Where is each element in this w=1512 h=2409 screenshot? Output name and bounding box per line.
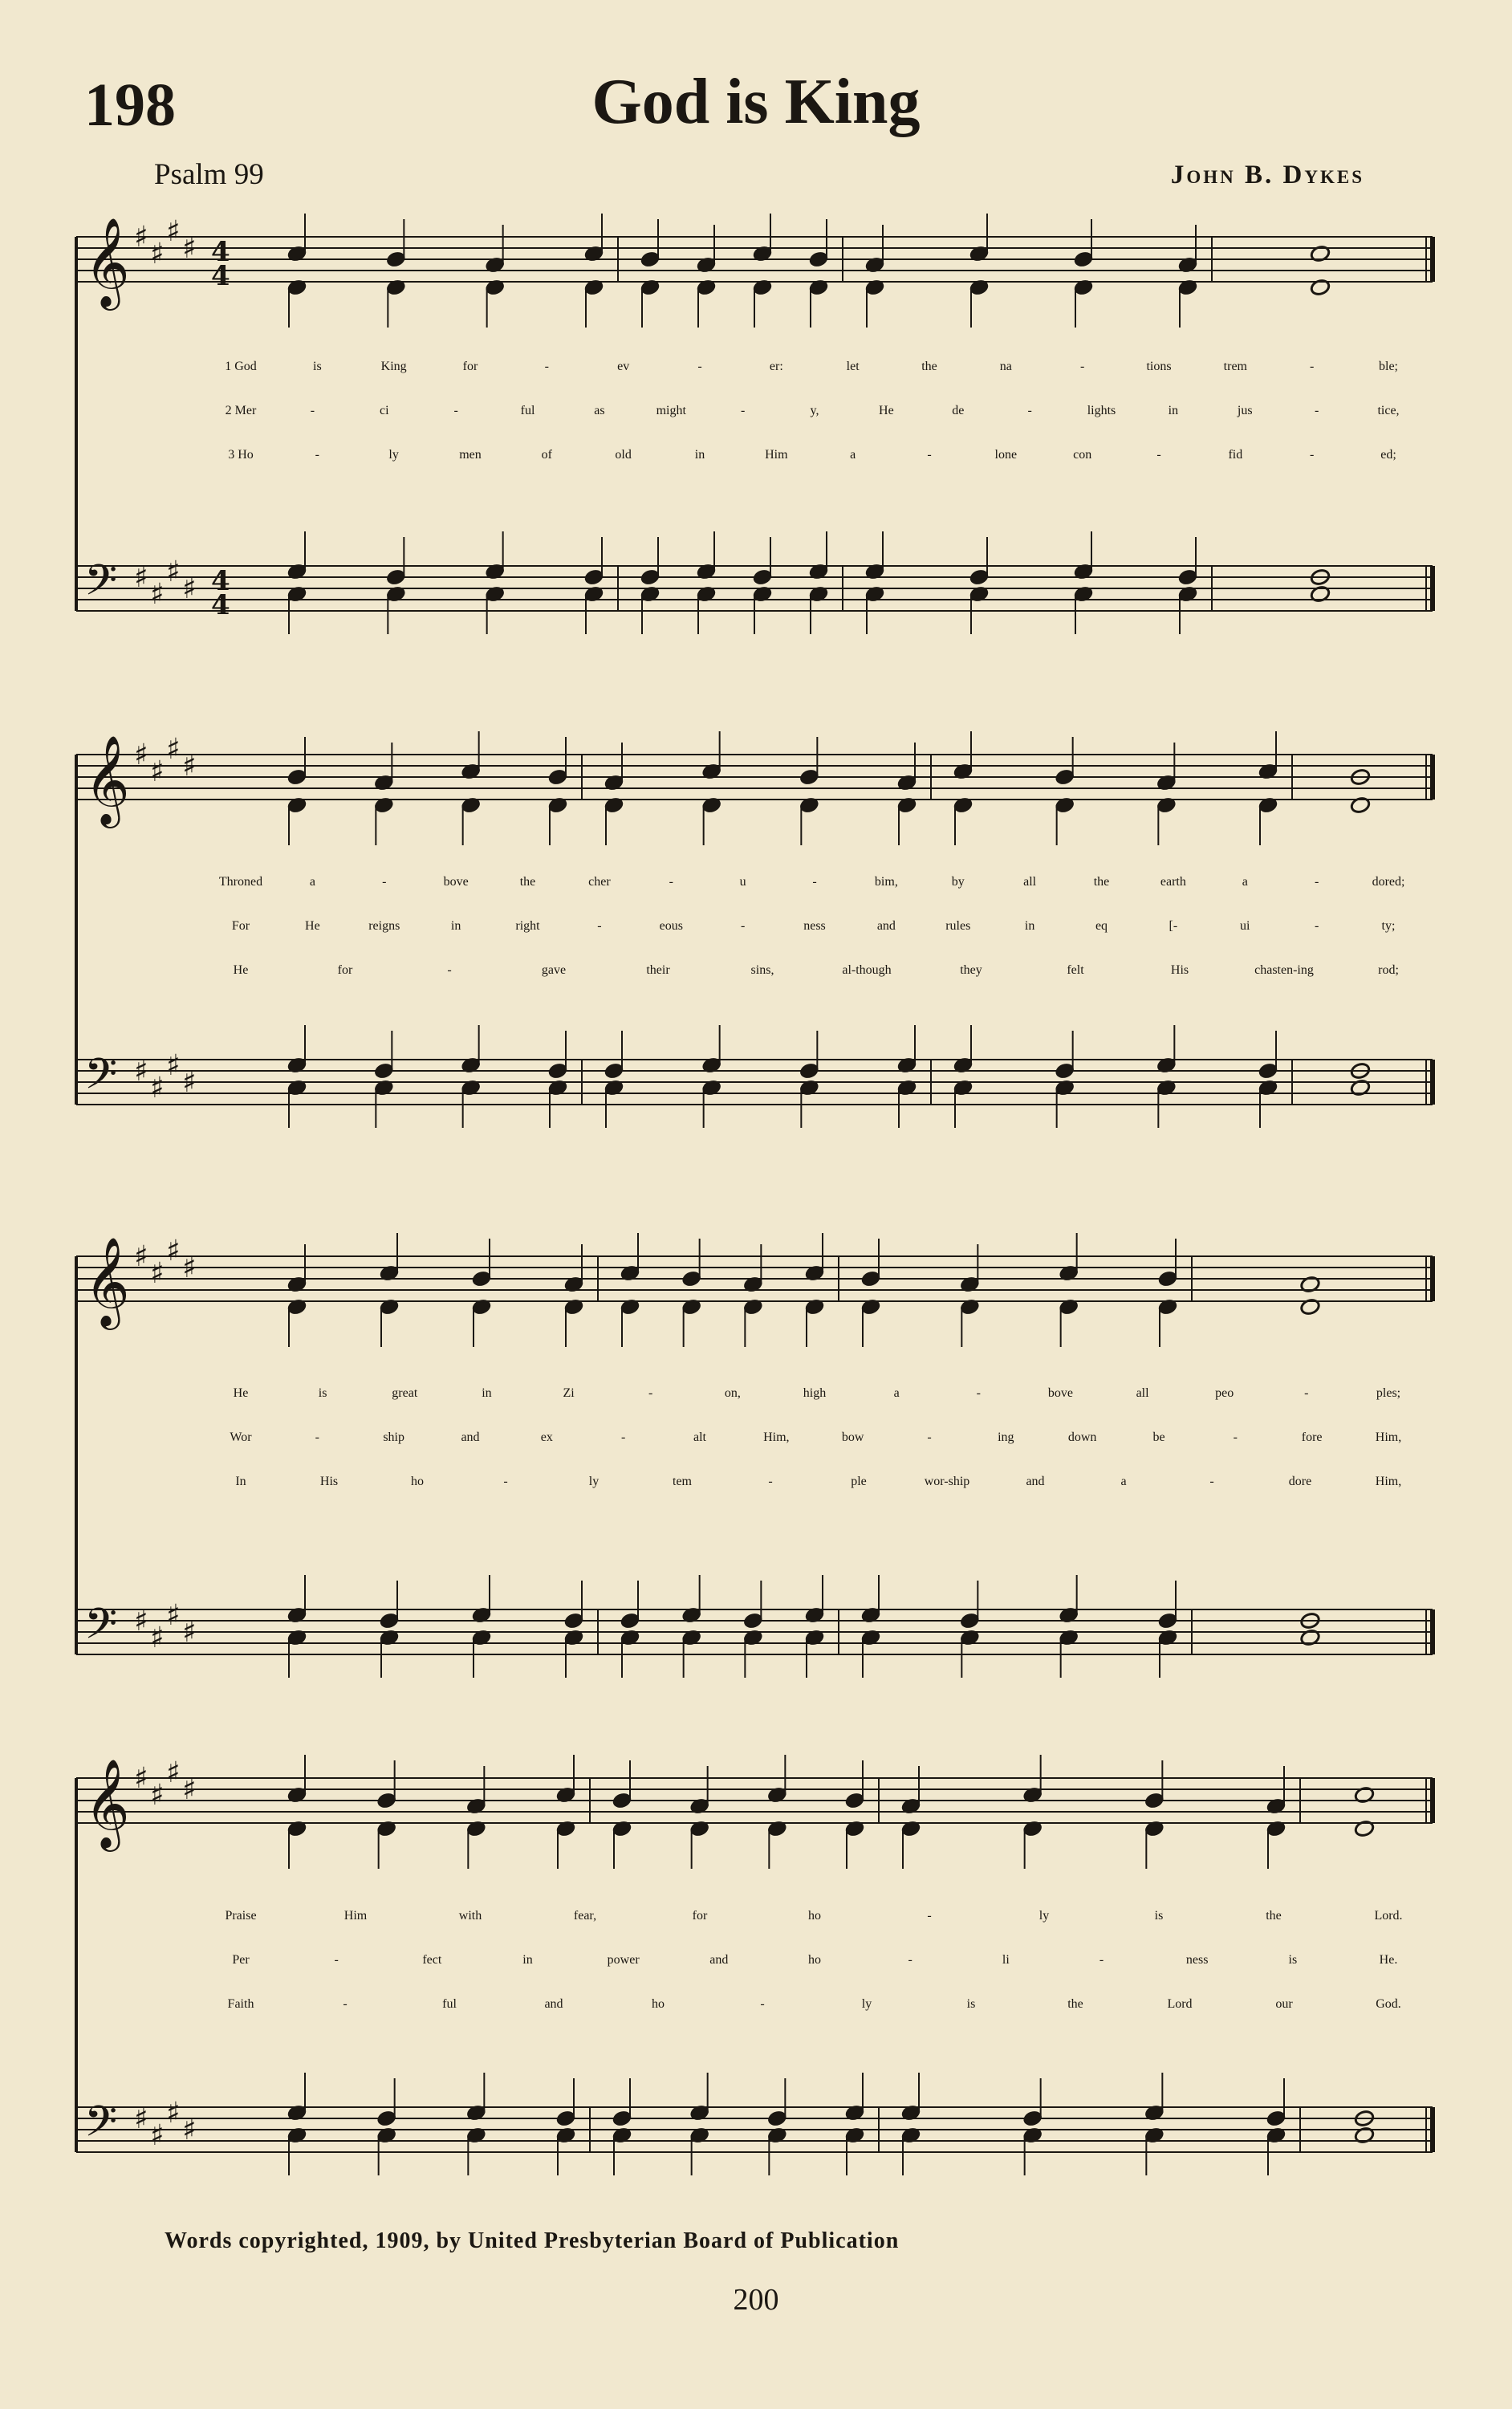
lyric-syllable: 2 Mer [225, 404, 257, 417]
lyric-syllable: ly [588, 1475, 600, 1488]
lyric-syllable: - [927, 448, 932, 462]
lyric-syllable: Wor [230, 1430, 252, 1444]
lyric-syllable: - [1314, 875, 1319, 889]
lyric-line [0, 1475, 1512, 1518]
lyric-line [0, 1953, 1512, 1996]
lyric-syllable: fear, [573, 1909, 597, 1923]
copyright-notice: Words copyrighted, 1909, by United Presbyterian Board of Publication [165, 2228, 900, 2253]
lyric-syllable: is [312, 360, 322, 373]
lyric-syllable: fect [422, 1953, 442, 1967]
lyric-syllable: trem [1223, 360, 1247, 373]
composer-credit: John B. Dykes [1170, 161, 1364, 189]
lyric-syllable: tions [1146, 360, 1172, 373]
lyric-syllable: Him, [1375, 1475, 1402, 1488]
lyric-syllable: ship [383, 1430, 404, 1444]
sharp-icon: ♯ [150, 1072, 165, 1105]
lyric-syllable: of [541, 448, 552, 462]
lyric-line [0, 404, 1512, 447]
lyric-syllable: let [846, 360, 860, 373]
lyric-syllable: - [760, 1997, 765, 2011]
lyric-syllable: felt [1067, 963, 1084, 977]
bass-staff [76, 1599, 1433, 1659]
sharp-icon: ♯ [166, 733, 181, 766]
time-signature [211, 565, 230, 621]
lyric-syllable: all [1023, 875, 1037, 889]
lyric-syllable: a [1242, 875, 1248, 889]
sharp-icon: ♯ [150, 2119, 165, 2152]
lyric-syllable: ty; [1381, 919, 1396, 933]
lyric-syllable: alt [693, 1430, 706, 1444]
lyric-syllable: y, [810, 404, 819, 417]
svg-text:4: 4 [211, 260, 230, 292]
lyric-syllable: ex [540, 1430, 553, 1444]
lyric-syllable: - [503, 1475, 508, 1488]
treble-staff [76, 733, 1433, 828]
sharp-icon: ♯ [182, 2114, 197, 2147]
lyric-syllable: in [1168, 404, 1179, 417]
bass-clef-icon: 𝄢 [84, 1050, 118, 1109]
lyric-syllable: al-though [842, 963, 892, 977]
lyric-syllable: reigns [368, 919, 400, 933]
lyric-syllable: fore [1301, 1430, 1323, 1444]
lyric-line [0, 1430, 1512, 1474]
lyric-syllable: in [450, 919, 461, 933]
sharp-icon: ♯ [150, 578, 165, 611]
lyric-syllable: - [1079, 360, 1085, 373]
lyric-syllable: with [458, 1909, 482, 1923]
lyric-syllable: in [482, 1386, 492, 1400]
lyric-syllable: na [999, 360, 1012, 373]
lyric-syllable: ble; [1379, 360, 1398, 373]
lyric-syllable: ly [861, 1997, 872, 2011]
lyric-syllable: - [1309, 448, 1315, 462]
sharp-icon: ♯ [182, 1251, 197, 1284]
lyric-syllable: might [656, 404, 686, 417]
lyric-syllable: ness [1185, 1953, 1209, 1967]
sharp-icon: ♯ [182, 1066, 197, 1099]
sharp-icon: ♯ [166, 1235, 181, 1268]
lyric-syllable: ful [442, 1997, 457, 2011]
lyric-syllable: rules [945, 919, 971, 933]
lyric-syllable: gave [541, 963, 567, 977]
lyric-syllable: God. [1376, 1997, 1401, 2011]
lyric-syllable: er: [769, 360, 783, 373]
lyric-syllable: He [233, 963, 249, 977]
lyric-syllable: ho [808, 1953, 821, 1967]
lyric-syllable: a [1120, 1475, 1127, 1488]
lyric-syllable: and [461, 1430, 480, 1444]
lyric-syllable: in [1024, 919, 1035, 933]
lyric-syllable: - [812, 875, 817, 889]
lyric-syllable: lone [994, 448, 1018, 462]
lyric-syllable: li [1002, 1953, 1010, 1967]
lyric-syllable: fid [1228, 448, 1243, 462]
sharp-icon: ♯ [134, 561, 148, 594]
lyric-syllable: - [976, 1386, 981, 1400]
lyric-syllable: be [1152, 1430, 1165, 1444]
lyric-syllable: For [231, 919, 250, 933]
lyric-syllable: wor-ship [924, 1475, 970, 1488]
lyric-syllable: - [453, 404, 458, 417]
lyric-syllable: - [315, 448, 319, 462]
sharp-icon: ♯ [150, 238, 165, 271]
bass-clef-icon: 𝄢 [84, 1600, 118, 1659]
lyric-syllable: Zi [563, 1386, 575, 1400]
sharp-icon: ♯ [182, 1616, 197, 1649]
treble-clef-icon: 𝄞 [84, 1236, 130, 1326]
sharp-icon: ♯ [182, 232, 197, 265]
lyric-syllable: - [1209, 1475, 1214, 1488]
sharp-icon: ♯ [150, 755, 165, 788]
sharp-icon: ♯ [134, 1240, 148, 1273]
lyric-syllable: high [803, 1386, 827, 1400]
lyric-syllable: - [1027, 404, 1032, 417]
sharp-icon: ♯ [134, 1605, 148, 1638]
lyric-syllable: ho [411, 1475, 424, 1488]
lyric-syllable: ci [379, 404, 389, 417]
lyric-syllable: rod; [1378, 963, 1399, 977]
lyric-syllable: - [1304, 1386, 1309, 1400]
svg-text:4: 4 [211, 565, 230, 597]
lyric-syllable: Him, [763, 1430, 790, 1444]
sharp-icon: ♯ [166, 2097, 181, 2130]
lyric-line [0, 1386, 1512, 1430]
sharp-icon: ♯ [134, 1055, 148, 1088]
sharp-icon: ♯ [166, 215, 181, 248]
lyric-syllable: - [768, 1475, 773, 1488]
lyric-syllable: - [697, 360, 702, 373]
lyric-syllable: - [1314, 404, 1319, 417]
lyric-syllable: ev [617, 360, 630, 373]
lyric-syllable: the [1093, 875, 1110, 889]
lyric-syllable: is [1288, 1953, 1298, 1967]
lyric-syllable: He [879, 404, 894, 417]
lyric-syllable: and [876, 919, 896, 933]
bass-staff [76, 2097, 1433, 2157]
lyric-syllable: - [648, 1386, 653, 1400]
lyric-syllable: [- [1169, 919, 1178, 933]
lyric-syllable: Him [343, 1909, 368, 1923]
lyric-line [0, 1997, 1512, 2041]
lyric-syllable: - [544, 360, 549, 373]
lyric-syllable: for [692, 1909, 708, 1923]
lyric-syllable: the [1067, 1997, 1083, 2011]
lyric-syllable: - [1099, 1953, 1104, 1967]
lyric-syllable: - [908, 1953, 912, 1967]
lyric-syllable: and [1026, 1475, 1045, 1488]
lyric-syllable: - [334, 1953, 339, 1967]
lyric-syllable: peo [1215, 1386, 1234, 1400]
lyric-syllable: bove [443, 875, 469, 889]
lyric-syllable: chasten-ing [1254, 963, 1314, 977]
lyric-syllable: ly [1038, 1909, 1050, 1923]
lyric-line [0, 1909, 1512, 1952]
lyric-line [0, 963, 1512, 1007]
lyric-syllable: ui [1240, 919, 1250, 933]
lyric-syllable: Him [765, 448, 788, 462]
lyric-syllable: ful [520, 404, 535, 417]
lyric-syllable: - [597, 919, 602, 933]
lyric-syllable: for [462, 360, 478, 373]
hymn-title: God is King [591, 67, 921, 137]
lyric-syllable: men [459, 448, 482, 462]
svg-text:4: 4 [211, 589, 230, 621]
sharp-icon: ♯ [134, 739, 148, 771]
lyric-line [0, 360, 1512, 403]
lyric-syllable: - [1156, 448, 1161, 462]
bass-staff [76, 1049, 1433, 1109]
hymn-number: 198 [84, 71, 176, 139]
sharp-icon: ♯ [150, 1779, 165, 1812]
lyric-syllable: in [694, 448, 705, 462]
lyric-syllable: and [544, 1997, 563, 2011]
lyric-syllable: - [620, 1430, 626, 1444]
lyric-syllable: ple [851, 1475, 867, 1488]
lyric-syllable: - [1233, 1430, 1238, 1444]
lyric-syllable: - [927, 1430, 932, 1444]
scripture-reference: Psalm 99 [154, 158, 264, 191]
treble-clef-icon: 𝄞 [84, 217, 130, 307]
lyric-syllable: cher [588, 875, 611, 889]
sharp-icon: ♯ [134, 221, 148, 254]
lyric-syllable: He [305, 919, 320, 933]
lyric-syllable: on, [724, 1386, 741, 1400]
sharp-icon: ♯ [182, 750, 197, 783]
lyric-syllable: they [960, 963, 982, 977]
treble-staff [76, 1756, 1433, 1852]
treble-clef-icon: 𝄞 [84, 735, 130, 824]
lyric-syllable: u [739, 875, 746, 889]
lyric-syllable: the [519, 875, 536, 889]
lyric-syllable: 1 God [225, 360, 257, 373]
lyric-syllable: the [921, 360, 937, 373]
lyric-syllable: - [740, 919, 746, 933]
sharp-icon: ♯ [134, 1762, 148, 1795]
lyric-syllable: His [1170, 963, 1189, 977]
lyric-syllable: dored; [1372, 875, 1405, 889]
lyric-syllable: in [522, 1953, 533, 1967]
lyric-syllable: our [1275, 1997, 1293, 2011]
lyric-syllable: ho [652, 1997, 665, 2011]
lyric-syllable: is [1154, 1909, 1164, 1923]
lyric-syllable: ples; [1376, 1386, 1401, 1400]
lyric-syllable: lights [1087, 404, 1116, 417]
lyric-syllable: earth [1160, 875, 1186, 889]
lyric-syllable: is [318, 1386, 327, 1400]
sharp-icon: ♯ [182, 572, 197, 605]
time-signature [211, 236, 230, 292]
lyric-syllable: He. [1379, 1953, 1398, 1967]
lyric-syllable: down [1067, 1430, 1097, 1444]
bass-clef-icon: 𝄢 [84, 556, 118, 616]
lyric-syllable: all [1136, 1386, 1149, 1400]
sharp-icon: ♯ [134, 2102, 148, 2135]
sharp-icon: ♯ [166, 1756, 181, 1789]
lyric-syllable: a [850, 448, 856, 462]
lyric-syllable: ing [998, 1430, 1014, 1444]
sharp-icon: ♯ [182, 1773, 197, 1806]
lyric-syllable: power [607, 1953, 640, 1967]
svg-text:4: 4 [211, 236, 230, 268]
lyric-syllable: their [646, 963, 670, 977]
lyric-syllable: Him, [1375, 1430, 1402, 1444]
treble-clef-icon: 𝄞 [84, 1758, 130, 1848]
lyric-syllable: He [233, 1386, 249, 1400]
lyric-syllable: Faith [227, 1997, 254, 2011]
lyric-syllable: sins, [750, 963, 774, 977]
lyric-syllable: for [337, 963, 353, 977]
lyric-syllable: right [515, 919, 540, 933]
lyric-syllable: a [309, 875, 315, 889]
lyric-line [0, 875, 1512, 918]
lyric-syllable: dore [1288, 1475, 1312, 1488]
lyric-syllable: eq [1095, 919, 1108, 933]
lyric-syllable: - [740, 404, 746, 417]
lyric-syllable: great [392, 1386, 418, 1400]
lyric-syllable: In [235, 1475, 246, 1488]
sharp-icon: ♯ [150, 1257, 165, 1290]
lyric-syllable: - [315, 1430, 319, 1444]
lyric-syllable: - [310, 404, 315, 417]
lyric-syllable: eous [659, 919, 683, 933]
lyric-line [0, 919, 1512, 962]
lyric-syllable: ly [388, 448, 399, 462]
lyric-syllable: Lord. [1374, 1909, 1403, 1923]
lyric-syllable: 3 Ho [228, 448, 254, 462]
lyric-syllable: jus [1237, 404, 1253, 417]
lyric-syllable: - [927, 1909, 932, 1923]
sharp-icon: ♯ [166, 1049, 181, 1082]
sharp-icon: ♯ [166, 1599, 181, 1632]
lyric-syllable: - [447, 963, 452, 977]
lyric-syllable: con [1073, 448, 1092, 462]
lyric-syllable: as [594, 404, 605, 417]
lyric-syllable: ed; [1380, 448, 1396, 462]
lyric-syllable: tem [673, 1475, 692, 1488]
lyric-syllable: bove [1047, 1386, 1073, 1400]
lyric-syllable: - [1314, 919, 1319, 933]
lyric-syllable: - [1309, 360, 1315, 373]
lyric-syllable: bow [841, 1430, 864, 1444]
sharp-icon: ♯ [150, 1622, 165, 1654]
lyric-syllable: a [893, 1386, 900, 1400]
lyric-syllable: Praise [225, 1909, 257, 1923]
lyric-syllable: de [952, 404, 965, 417]
lyric-syllable: tice, [1377, 404, 1400, 417]
lyric-syllable: and [709, 1953, 729, 1967]
lyric-syllable: His [319, 1475, 339, 1488]
lyric-syllable: Throned [218, 875, 263, 889]
lyric-line [0, 448, 1512, 491]
lyric-syllable: the [1266, 1909, 1282, 1923]
lyric-syllable: ness [803, 919, 826, 933]
page-number: 200 [733, 2283, 779, 2317]
lyric-syllable: - [382, 875, 387, 889]
lyric-syllable: Lord [1167, 1997, 1193, 2011]
lyric-syllable: King [380, 360, 407, 373]
lyric-syllable: - [669, 875, 673, 889]
sharp-icon: ♯ [166, 555, 181, 588]
lyric-syllable: by [951, 875, 965, 889]
lyric-syllable: is [966, 1997, 976, 2011]
lyric-syllable: Per [232, 1953, 250, 1967]
lyric-syllable: old [615, 448, 632, 462]
lyric-syllable: ho [808, 1909, 821, 1923]
lyric-syllable: - [343, 1997, 348, 2011]
lyric-syllable: bim, [874, 875, 898, 889]
bass-clef-icon: 𝄢 [84, 2098, 118, 2157]
